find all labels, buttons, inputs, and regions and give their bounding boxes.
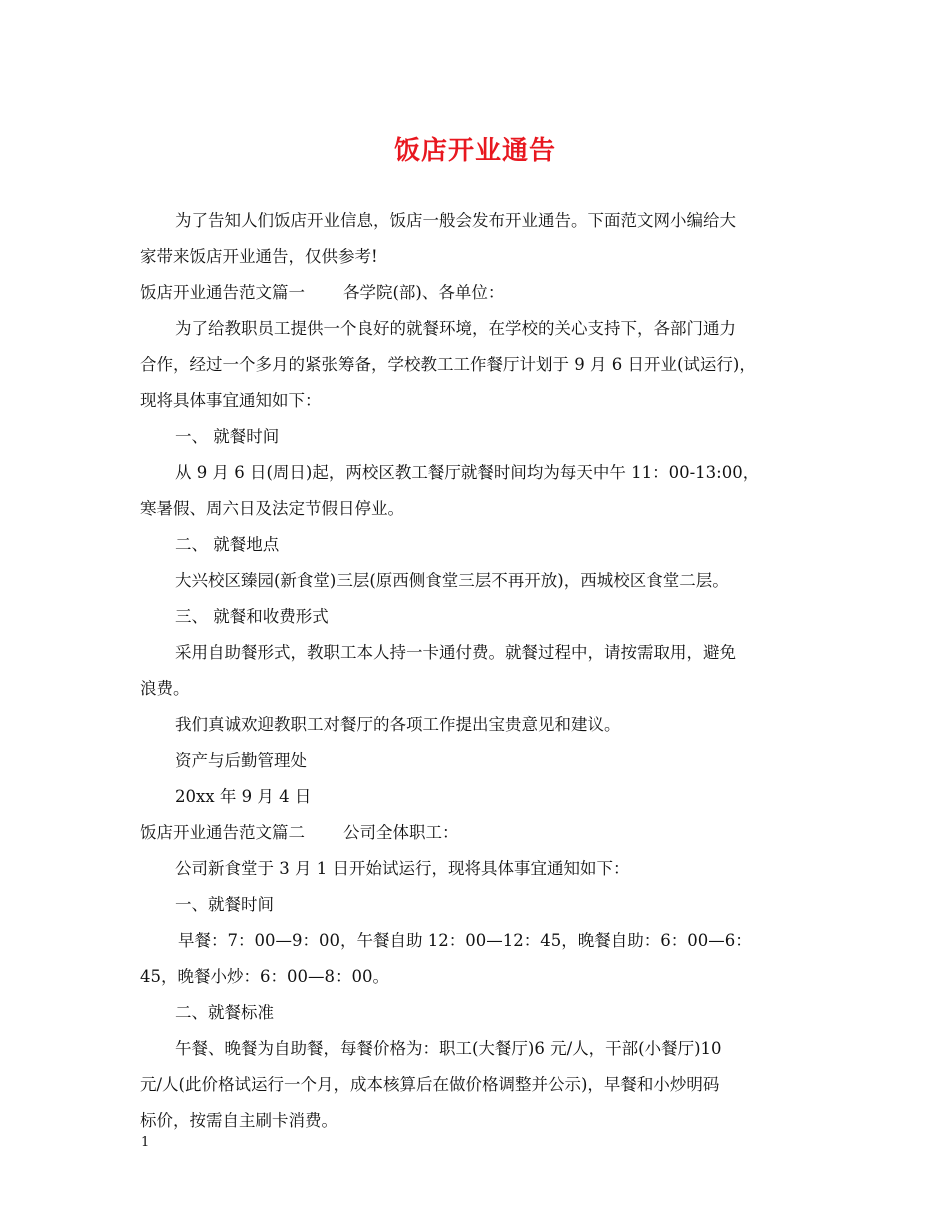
salutation: 公司全体职工： xyxy=(343,823,459,842)
paragraph-line: 浪费。 xyxy=(140,679,190,698)
paragraph-line: 45，晚餐小炒：6：00—8：00。 xyxy=(140,967,389,986)
paragraph-line: 家带来饭店开业通告，仅供参考! xyxy=(140,247,378,266)
page-number: 1 xyxy=(141,1135,150,1150)
section-heading-line xyxy=(140,275,820,311)
paragraph-line: 早餐：7：00—9：00，午餐自助 12：00—12：45，晚餐自助：6：00—6： xyxy=(178,931,752,950)
signature-date: 20xx 年 9 月 4 日 xyxy=(175,787,312,806)
document-body xyxy=(140,203,820,1139)
paragraph-line: 现将具体事宜通知如下： xyxy=(140,391,322,410)
signature-dept: 资产与后勤管理处 xyxy=(175,751,307,770)
paragraph-line: 采用自助餐形式，教职工本人持一卡通付费。就餐过程中，请按需取用，避免 xyxy=(175,643,736,662)
section-heading: 饭店开业通告范文篇二 xyxy=(140,823,305,842)
paragraph-line: 从 9 月 6 日(周日)起，两校区教工餐厅就餐时间均为每天中午 11：00-13:00， xyxy=(175,463,760,482)
paragraph-line: 午餐、晚餐为自助餐，每餐价格为：职工(大餐厅)6 元/人，干部(小餐厅)10 xyxy=(175,1039,722,1058)
list-heading: 一、 就餐时间 xyxy=(175,427,280,446)
list-heading: 二、就餐标准 xyxy=(175,1003,274,1022)
list-heading: 一、就餐时间 xyxy=(175,895,274,914)
paragraph-line: 我们真诚欢迎教职工对餐厅的各项工作提出宝贵意见和建议。 xyxy=(175,715,621,734)
paragraph-line: 元/人(此价格试运行一个月，成本核算后在做价格调整并公示)，早餐和小炒明码 xyxy=(140,1075,720,1094)
list-heading: 二、 就餐地点 xyxy=(175,535,280,554)
section-heading-line xyxy=(140,815,820,851)
list-heading: 三、 就餐和收费形式 xyxy=(175,607,329,626)
paragraph-line: 为了给教职员工提供一个良好的就餐环境，在学校的关心支持下，各部门通力 xyxy=(175,319,736,338)
section-heading: 饭店开业通告范文篇一 xyxy=(140,283,305,302)
paragraph-line: 公司新食堂于 3 月 1 日开始试运行，现将具体事宜通知如下： xyxy=(175,859,630,878)
paragraph-line: 大兴校区臻园(新食堂)三层(原西侧食堂三层不再开放)，西城校区食堂二层。 xyxy=(175,571,729,590)
paragraph-line: 标价，按需自主刷卡消费。 xyxy=(140,1111,338,1130)
document-title: 饭店开业通告 xyxy=(393,136,556,166)
paragraph-line: 合作，经过一个多月的紧张筹备，学校教工工作餐厅计划于 9 月 6 日开业(试运行)， xyxy=(140,355,756,374)
salutation: 各学院(部)、各单位： xyxy=(343,283,505,302)
paragraph-line: 寒暑假、周六日及法定节假日停业。 xyxy=(140,499,404,518)
paragraph-line: 为了告知人们饭店开业信息，饭店一般会发布开业通告。下面范文网小编给大 xyxy=(175,211,736,230)
